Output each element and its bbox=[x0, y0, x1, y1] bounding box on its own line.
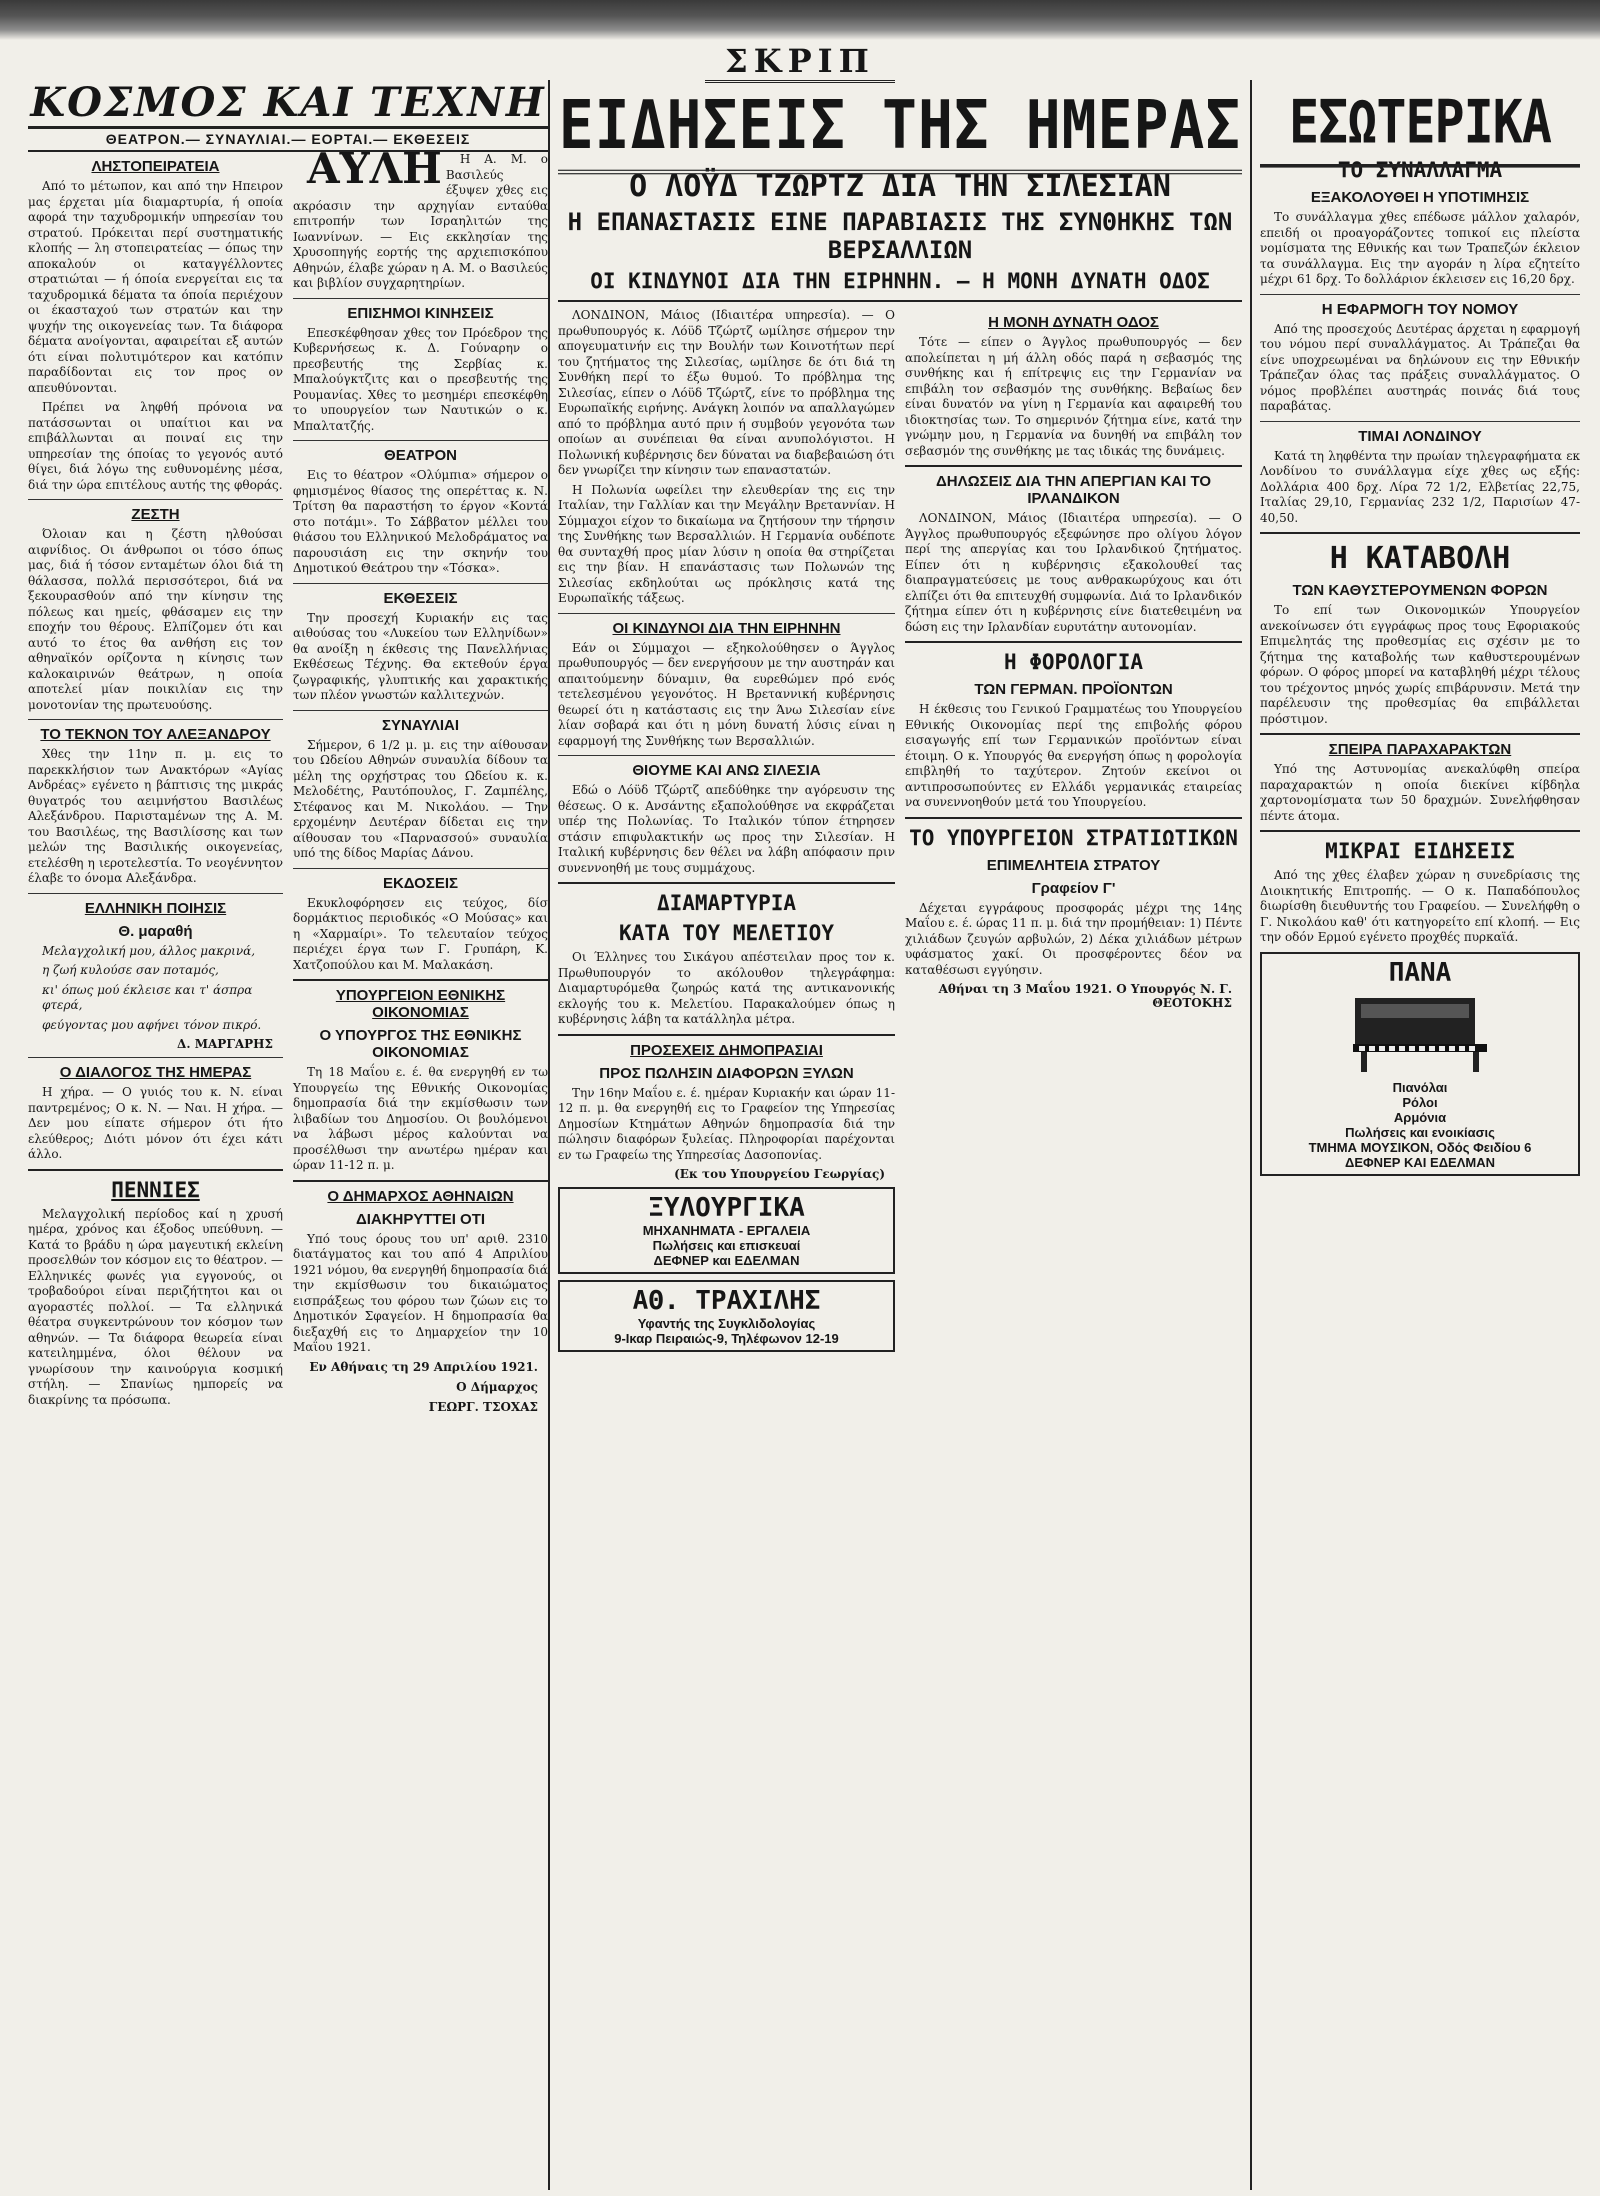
ad-woodworking-text: Πωλήσεις και επισκευαί bbox=[652, 1238, 801, 1253]
divider bbox=[293, 710, 548, 711]
ad-pianos bbox=[1260, 952, 1580, 1176]
column-world-and-art bbox=[28, 80, 548, 2190]
notice-role-mayor: Ο Δήμαρχος bbox=[456, 1379, 538, 1394]
article-title-exhibitions: ΕΚΘΕΣΕΙΣ bbox=[383, 589, 458, 607]
divider bbox=[558, 613, 895, 614]
article-text-dialogue: Η χήρα. — Ο γυιός του κ. Ν. είναι παντρεμένος; Ο κ. Ν. — Ναι. Η χήρα. — Δεν μου είπατε σήμερον ότι ήτο ελεύθερος; Διότι μόνον ότι έχει κάτι άλλο. bbox=[28, 1085, 283, 1161]
poem-line: φεύγοντας μου αφήνει τόνον πικρό. bbox=[42, 1017, 262, 1032]
article-title-official-moves: ΕΠΙΣΗΜΟΙ ΚΙΝΗΣΕΙΣ bbox=[347, 304, 494, 322]
divider bbox=[293, 440, 548, 441]
notice-title-protest: ΔΙΑΜΑΡΤΥΡΙΑ bbox=[656, 891, 797, 915]
divider bbox=[1260, 532, 1580, 534]
headline-revolution: Η ΕΠΑΝΑΣΤΑΣΙΣ ΕΙΝΕ ΠΑΡΑΒΙΑΣΙΣ ΤΗΣ ΣΥΝΘΗΚΗΣ ΤΩΝ ΒΕΡΣΑΛΛΙΩΝ bbox=[567, 208, 1233, 264]
page-top-edge bbox=[0, 0, 1600, 40]
divider bbox=[558, 300, 1242, 302]
article-text-counterfeiters: Υπό της Αστυνομίας ανεκαλύφθη σπείρα παραχαρακτών η οποία διεκίνει κίβδηλα χαρτονομίσματα των 50 δραχμών. Συνελήφθησαν πέντε άτομα. bbox=[1260, 762, 1580, 823]
ad-pianos-line-4: Πωλήσεις και ενοικίασις bbox=[1345, 1124, 1495, 1140]
article-title-theatre: ΘΕΑΤΡΟΝ bbox=[384, 447, 457, 464]
article-text-court: ΑΥΛΗ Η Α. Μ. ο Βασιλεύς έξυψεν χθες εις ακρόασιν την αρχηγίαν ενταύθα επιτροπήν των Ισραηλιτών της Ιωαννίνων. — Εις εκκλησίαν της Χρυσοπηγής εορτής της αρχιεπισκόπου Αθηνών, έλαβε χώραν η Α. Μ. ο Βασιλεύς και βιβλίον συγχαρητηρίων. bbox=[293, 144, 548, 290]
article-title-upper-silesia: ΘΙΟΥΜΕ ΚΑΙ ΑΝΩ ΣΙΛΕΣΙΑ bbox=[632, 762, 821, 779]
headline-lloyd-george: Ο ΛΟΫΔ ΤΖΩΡΤΖ ΔΙΑ ΤΗΝ ΣΙΛΕΣΙΑΝ bbox=[629, 169, 1171, 204]
divider bbox=[558, 1034, 895, 1036]
poem-signature: Δ. ΜΑΡΓΑΡΗΣ bbox=[177, 1037, 273, 1051]
column-domestic bbox=[1252, 80, 1580, 2190]
poem-line: κι' όπως μού έκλεισε και τ' άσπρα φτερά, bbox=[42, 982, 253, 1012]
article-title-dialogue: Ο ΔΙΑΛΟΓΟΣ ΤΗΣ ΗΜΕΡΑΣ bbox=[59, 1064, 252, 1081]
ad-pianos-title: ΠΑΝΑ bbox=[1388, 957, 1452, 988]
divider bbox=[558, 755, 895, 756]
article-subtitle-exchange: ΕΞΑΚΟΛΟΥΘΕΙ Η ΥΠΟΤΙΜΗΣΙΣ bbox=[1310, 189, 1530, 206]
divider bbox=[1260, 294, 1580, 295]
world-art-right-column bbox=[293, 144, 548, 1420]
notice-subtitle-ministry-economy: Ο ΥΠΟΥΡΓΟΣ ΤΗΣ ΕΘΝΙΚΗΣ ΟΙΚΟΝΟΜΙΑΣ bbox=[319, 1027, 522, 1061]
article-title-only-way: Η ΜΟΝΗ ΔΥΝΑΤΗ ΟΔΟΣ bbox=[988, 314, 1159, 331]
article-text-piracy-1: Από το μέτωπον, και από την Ηπειρον μας έρχεται μία διαμαρτυρία, ή οποία αφορά την ταχυδρομικήν υπηρεσίαν του στρατού. Πρόκειται περί συστηματικής κλοπής — λη στοπειρατείας — όπως την αποκαλούν οι καταγγέλλοντες στρατιώται — ή όποία ενεργείται εις τα ταχυδρομικά δέματα τα όποία περιέχουν οι έκασταχού των στρατών και την ψυχήν της οικογενείας των. Τα διάφορα δέματα ανοίγονται, αφαιρείται εξ αυτών ότι είναι πολυτιμότερον και κατόπιν παραδίδονται εις τον προς ον απευθύνονται. bbox=[28, 179, 283, 395]
article-title-pennies: ΠΕΝΝΙΕΣ bbox=[111, 1177, 200, 1202]
notice-title-ministry-economy: ΥΠΟΥΡΓΕΙΟΝ ΕΘΝΙΚΗΣ ΟΙΚΟΝΟΜΙΑΣ bbox=[335, 987, 506, 1021]
poem-line: η ζωή κυλούσε σαν ποταμός, bbox=[42, 963, 219, 977]
notice-subtitle-military: ΕΠΙΜΕΛΗΤΕΙΑ ΣΤΡΑΤΟΥ bbox=[986, 856, 1161, 874]
divider bbox=[293, 868, 548, 869]
article-text-strike: ΛΟΝΔΙΝΟΝ, Μάιος (Ιδιαιτέρα υπηρεσία). — Ο Άγγλος πρωθυπουργός εξεφώνησε προ ολίγου λόγον περί της απεργίας και του Ιρλανδικού ζητήματος. Είπεν ότι η κυβέρνησις εξακολουθεί τας διαπραγματεύσεις με τους ανθρακωρύχους και ότι ελπίζει ότι θα επιτευχθή συμφωνία. Διά το Ιρλανδικόν ζήτημα είπεν ότι η κυβέρνησις είνε διατεθειμένη να δώση εις την Ιρλανδίαν ευρυτάτην αυτονομίαν. bbox=[905, 511, 1242, 634]
article-text-london-prices: Κατά τη ληφθέντα την πρωίαν τηλεγραφήματα εκ Λονδίνου το συνάλλαγμα είχε χθες ως εξής: Δολλάρια 400 δρχ. Λίρα 72 1/2, Ελβετίας 22,75, Ιταλίας 29,10, Γερμανίας 232 1/2, Παρισίων 47-40,50. bbox=[1260, 448, 1580, 525]
article-text-theatre: Εις το θέατρον «Ολύμπια» σήμερον ο φημισμένος θίασος της οπερέττας κ. Ν. Τρίτση θα παραστήση το έργον «Κοντά στο ποτάμι». Το Σάββατον μέλλει του θιάσου του Ελληνικού Μελοδράματος να παρουσιάση εις την σκηνήν του Δημοτικού Θεάτρου την «Τόσκα». bbox=[293, 468, 548, 575]
divider bbox=[293, 979, 548, 981]
article-text-heat: Όλοιαν και η ζέστη ηλθούσαι αιφνίδιος. Οι άνθρωποι οι τόσο όπως μας, διά ή τόσον ενταμέτων όλοι διά τη θάλασσα, πολλά περισσότεροι, διά να ξεκουρασθούν από την κίνησιν της πόλεως και ημείς, φθάσαμεν εις την εποχήν του θέρους. Ελπίζομεν ότι και αυτό το έτος θα ανθήση εις τον αθηναϊκόν ορίζοντα η κίνησις των καλοκαιρινών θεάτρων, η οποία αποτελεί μίαν ποικιλίαν εις την μονοτονίαν της πρωτευούσης. bbox=[28, 527, 283, 712]
notice-signature-mayor: ΓΕΩΡΓ. ΤΣΟΧΑΣ bbox=[428, 1399, 538, 1414]
notice-text-mayor: Υπό τους όρους του υπ' αριθ. 2310 διατάγματος και του από 4 Απριλίου 1921 νόμου, θα ενεργηθή δημοπρασία διά την εκμίσθωσιν του δικαιώματος εισπράξεως του φόρου των ζώων εις το Δημοτικόν Σφαγείον. Η δημοπρασία θα διεξαχθή εις το Δημαρχείον την 10 Μαΐου 1921. bbox=[293, 1231, 548, 1354]
article-title-small-news: ΜΙΚΡΑΙ ΕΙΔΗΣΕΙΣ bbox=[1325, 839, 1515, 863]
piano-icon bbox=[1345, 990, 1495, 1074]
divider bbox=[28, 1169, 283, 1171]
notice-text-military: Δέχεται εγγράφους προσφοράς μέχρι της 14ης Μαΐου ε. έ. ώρας 11 π. μ. διά την προμήθειαν: 1) Πέντε χιλιάδων ζευγών αρβυλών, 2) Δέκα χιλιάδων μέτρων υφάσματος χακί. Οι προσφέροντες δέον να καταθέσωσι εγγύησιν. bbox=[905, 900, 1242, 977]
notice-title-mayor: Ο ΔΗΜΑΡΧΟΣ ΑΘΗΝΑΙΩΝ bbox=[327, 1187, 514, 1205]
notice-subtitle-mayor: ΔΙΑΚΗΡΥΤΤΕΙ ΟΤΙ bbox=[355, 1210, 486, 1228]
section-title-world-art: ΚΟΣΜΟΣ ΚΑΙ ΤΕΧΝΗ bbox=[28, 80, 548, 129]
notice-date-mayor: Εν Αθήναις τη 29 Απριλίου 1921. bbox=[309, 1359, 538, 1374]
article-title-alexander-child: ΤΟ ΤΕΚΝΟΝ ΤΟΥ ΑΛΕΞΑΝΔΡΟΥ bbox=[40, 726, 271, 743]
ad-woodworking-title: ΞΥΛΟΥΡΓΙΚΑ bbox=[648, 1193, 805, 1223]
divider bbox=[558, 882, 895, 884]
article-text-publications: Εκυκλοφόρησεν εις τεύχος, δίσ δορμάκτιος περιοδικός «Ο Μούσας» και η «Χαρμαίρι». Το τελευταίον τεύχος περιέχει έργα των Γ. Γρυπάρη, Κ. Χατζοπούλου και Μ. Μαλακάση. bbox=[293, 895, 548, 972]
notice-subtitle-protest: ΚΑΤΑ ΤΟΥ ΜΕΛΕΤΙΟΥ bbox=[619, 921, 834, 945]
section-title-domestic: ΕΣΩΤΕΡΙΚΑ bbox=[1260, 80, 1580, 168]
article-title-law: Η ΕΦΑΡΜΟΓΗ ΤΟΥ ΝΟΜΟΥ bbox=[1321, 300, 1519, 318]
divider bbox=[1260, 421, 1580, 422]
article-text-alexander-child: Χθες την 11ην π. μ. εις το παρεκκλήσιον των Ανακτόρων «Αγίας Ανδρέας» εγένετο η βάπτισις της μικράς θυγατρός του αειμνήστου Βασιλέως Αλεξάνδρου. Παρισταμένων της Α. Μ. του Βασιλέως, της Βασιλίσσης και των μελών της Βασιλικής οικογενείας, ετελέσθη η ιεροτελεστία. Το νεογέννητον έλαβε το όνομα Αλεξάνδρα. bbox=[28, 747, 283, 885]
notice-title-military: ΤΟ ΥΠΟΥΡΓΕΙΟΝ ΣΤΡΑΤΙΩΤΙΚΩΝ bbox=[909, 825, 1238, 850]
article-title-payment: Η ΚΑΤΑΒΟΛΗ bbox=[1329, 541, 1511, 576]
divider bbox=[1260, 733, 1580, 735]
notice-signature-military: Αθήναι τη 3 Μαΐου 1921. Ο Υπουργός Ν. Γ. ΘΕΟΤΟΚΗΣ bbox=[938, 982, 1232, 1010]
ad-trachilis-title: ΑΘ. ΤΡΑΧΙΛΗΣ bbox=[632, 1286, 821, 1316]
divider bbox=[28, 893, 283, 894]
divider bbox=[293, 583, 548, 584]
article-text-official-moves: Επεσκέφθησαν χθες τον Πρόεδρον της Κυβερνήσεως κ. Δ. Γούναρην ο πρεσβευτής της Σερβίας κ. Μπαλούγκτζιτς και ο πρεσβευτής της Ρουμανίας. Χθες το μεσημέρι επεσκέφθη το υπουργείον των Ναυτικών ο κ. Μπαλτατζής. bbox=[293, 325, 548, 433]
divider bbox=[905, 817, 1242, 819]
divider bbox=[28, 499, 283, 500]
article-title-heat: ΖΕΣΤΗ bbox=[131, 506, 180, 523]
article-title-court: ΑΥΛΗ bbox=[307, 144, 442, 193]
article-subtitle-taxation: ΤΩΝ ΓΕΡΜΑΝ. ΠΡΟΪΟΝΤΩΝ bbox=[974, 681, 1173, 698]
article-title-counterfeiters: ΣΠΕΙΡΑ ΠΑΡΑΧΑΡΑΚΤΩΝ bbox=[1328, 741, 1512, 758]
article-title-london-prices: ΤΙΜΑΙ ΛΟΝΔΙΝΟΥ bbox=[1358, 427, 1482, 445]
notice-text-protest: Οι Έλληνες του Σικάγου απέστειλαν προς τον κ. Πρωθυπουργόν το ακόλουθον τηλεγράφημα: Διαμαρτυρόμεθα ζωηρώς κατά της αντικανονικής εκλογής του κ. Μελετίου. Παρακαλούμεν όπως η κυβέρνησις λάβη τα κατάλληλα μέτρα. bbox=[558, 950, 895, 1026]
article-title-strike: ΔΗΛΩΣΕΙΣ ΔΙΑ ΤΗΝ ΑΠΕΡΓΙΑΝ ΚΑΙ ΤΟ ΙΡΛΑΝΔΙΚΟΝ bbox=[935, 473, 1212, 507]
article-title-concerts: ΣΥΝΑΥΛΙΑΙ bbox=[381, 716, 460, 734]
news-right-column bbox=[905, 308, 1242, 1358]
ad-woodworking bbox=[558, 1187, 895, 1274]
divider bbox=[28, 1057, 283, 1058]
divider bbox=[905, 641, 1242, 643]
ad-pianos-line-1: Πιανόλαι bbox=[1392, 1079, 1448, 1095]
article-text-exchange: Το συνάλλαγμα χθες επέδωσε μάλλον χαλαρόν, επειδή οι προαγοράζοντες τοπικοί εις πλείστα νομίσματα της Εθνικής και των Τραπεζών έκλειον τα συνάλλαγμα. Εις την αγοράν η λίρα εζητείτο μέχρι 61 δρχ. Το δολλάριον έκλεισεν εις 16,20 δρχ. bbox=[1260, 210, 1580, 286]
ad-trachilis-address: 9-Ικαρ Πειραιώς-9, Τηλέφωνον 12-19 bbox=[614, 1331, 839, 1346]
column-news-of-day bbox=[548, 80, 1252, 2190]
newspaper-title: ΣΚΡΙΠ bbox=[705, 42, 895, 83]
ad-pianos-company: ΔΕΦΝΕΡ ΚΑΙ ΕΔΕΛΜΑΝ bbox=[1345, 1154, 1495, 1170]
article-text-exhibitions: Την προσεχή Κυριακήν εις τας αιθούσας του «Λυκείου των Ελληνίδων» θα ανοίξη η έκθεσις της Πανελλήνιας Εκθέσεως Τέχνης. Θα εκτεθούν έργα ζωγραφικής, γλυπτικής και χαρακτικής των πλέον γνωστών καλλιτεχνών. bbox=[293, 610, 548, 702]
notice-text-auctions: Την 16ην Μαΐου ε. έ. ημέραν Κυριακήν και ώραν 11-12 π. μ. θα ενεργηθή εις το Γραφείον της Υπηρεσίας Δημοσίων Κτημάτων Αθηνών δημοπρασία διά την πώλησιν διαφόρων ξυλείας. Πληροφορίαι παρέχονται εν τω Γραφείω της Υπηρεσίας Δασοπονίας. bbox=[558, 1085, 895, 1162]
article-text-upper-silesia: Εδώ ο Λόϋδ Τζώρτζ απεδύθηκε την αγόρευσιν της θέσεως. Ο κ. Ανσάντης εξαπολούθησε να εκφράζεται υπέρ της Πολωνίας. Το Ιταλικόν τύπον έτηρησεν στάσιν επιφυλακτικήν ως προς την Σιλεσίαν. Η Ιταλική κυβέρνησις δεν θέλει να λάβη απόφασιν πριν συνεννοηθή με τους συμμάχους. bbox=[558, 783, 895, 875]
notice-title-auctions: ΠΡΟΣΕΧΕΙΣ ΔΗΜΟΠΡΑΣΙΑΙ bbox=[630, 1041, 823, 1059]
article-text-law: Από της προσεχούς Δευτέρας άρχεται η εφαρμογή του νόμου περί συναλλάγματος. Αι Τράπεζαι θα είνε υποχρεωμέναι να δηλώνουν εις την Εθνικήν Τράπεζαν όλας τας πράξεις συναλλάγματος. Ο νόμος προβλέπει αυστηράς ποινάς διά τους παραβάτας. bbox=[1260, 321, 1580, 413]
headline-dangers: ΟΙ ΚΙΝΔΥΝΟΙ ΔΙΑ ΤΗΝ ΕΙΡΗΝΗΝ. — Η ΜΟΝΗ ΔΥΝΑΤΗ ΟΔΟΣ bbox=[590, 269, 1210, 293]
ad-pianos-line-3: Αρμόνια bbox=[1393, 1109, 1447, 1125]
notice-source-auctions: (Εκ του Υπουργείου Γεωργίας) bbox=[674, 1167, 885, 1181]
newspaper-masthead bbox=[0, 40, 1600, 80]
article-title-publications: ΕΚΔΟΣΕΙΣ bbox=[382, 874, 459, 892]
divider bbox=[28, 719, 283, 720]
article-text-piracy-2: Πρέπει να ληφθή πρόνοια να πατάσσωνται οι υπαίτιοι και να επιβάλλωνται αι ποιναί εις την υπηρεσίαν της όποίας το γεγονός αυτό θίγει, διά λόγω της ευθυνομένης μέσα, διά την ώρα επιτέλους αυτής της φθοράς. bbox=[28, 400, 283, 492]
article-title-taxation: Η ΦΟΡΟΛΟΓΙΑ bbox=[1003, 650, 1144, 674]
poem-title: Θ. μαραθή bbox=[118, 922, 193, 940]
ad-woodworking-company: ΔΕΦΝΕΡ και ΕΔΕΛΜΑΝ bbox=[653, 1253, 800, 1268]
news-left-column bbox=[558, 308, 895, 1358]
article-title-peace-dangers: ΟΙ ΚΙΝΔΥΝΟΙ ΔΙΑ ΤΗΝ ΕΙΡΗΝΗΝ bbox=[612, 619, 841, 637]
divider bbox=[905, 465, 1242, 467]
article-title-poetry: ΕΛΛΗΝΙΚΗ ΠΟΙΗΣΙΣ bbox=[84, 899, 227, 917]
notice-subtitle-auctions: ΠΡΟΣ ΠΩΛΗΣΙΝ ΔΙΑΦΟΡΩΝ ΞΥΛΩΝ bbox=[599, 1064, 854, 1082]
article-text-pennies: Μελαγχολική περίοδος καί η χρυσή ημέρα, χρόνος και έξοδος υπεύθυνη. — Κατά το βράδυ η ώρα μαγευτική εκλείνη προσελθών τον κόσμον εις το θέατρον. — Ελληνικές φωνές για εγγονούς, οι τροβαδούροι είναι περιζήτητοι και οι αγοραστές πολλοί. — Τα ελληνικά θέατρα συγκεντρώνουν τον κόσμον των αθηνών. — Τα διάφορα θεωρεία είναι κατειλημμένα, όλοι θέλουν να γνωρίσουν την καινούργια κοσμική στήλη. — Σπανίως ημπορείς να διακρίνης τα πρόσωπα. bbox=[28, 1206, 283, 1407]
article-text-concerts: Σήμερον, 6 1/2 μ. μ. εις την αίθουσαν του Ωδείου Αθηνών συναυλία δίδουν τα μέλη της ορχήστρας του Ωδείου κ. κ. Μελοδέτης, Ραυτόπουλος, Γ. Ζαμπέλης, Στέφανος και Μ. Νικολάου. — Την ερχομένην Δευτέραν δίδεται εις την αίθουσαν του «Παρνασσού» συναυλία υπό της δίδος Μαρίας Δάνου. bbox=[293, 737, 548, 860]
ad-woodworking-subtitle: ΜΗΧΑΝΗΜΑΤΑ - ΕΡΓΑΛΕΙΑ bbox=[642, 1223, 811, 1238]
divider bbox=[293, 1180, 548, 1182]
article-title-piracy: ΛΗΣΤΟΠΕΙΡΑΤΕΙΑ bbox=[91, 158, 220, 175]
article-text-taxation: Η έκθεσις του Γενικού Γραμματέως του Υπουργείου Εθνικής Οικονομίας περί της επιβολής φόρου εισαγωγής επί των Γερμανικών προϊόντων είναι έτοιμη. Ο κ. Υπουργός θα ενεργήση όπως η φορολογία επιβληθή το ταχύτερον. Ζητούν εκείνοι οι αντιπροσωπούντες εν Ελλάδι γερμανικάς εταιρείας να συνεννοηθούν μετά του Υπουργείου. bbox=[905, 702, 1242, 809]
article-text-peace-dangers: Εάν οι Σύμμαχοι — εξηκολούθησεν ο Άγγλος πρωθυπουργός — δεν ενεργήσουν με την αυστηράν και απαιτούμενην δύναμιν, θα ευρεθώμεν πρό ενός τετελεσμένου γεγονότος. Η Βρεταννική κυβέρνησις θεωρεί ότι η κατάστασις εις την Άνω Σιλεσίαν είνε λίαν σοβαρά και ότι η μόνη δυνατή λύσις είναι η εφαρμογή της Συνθήκης των Βερσαλλιών. bbox=[558, 640, 895, 748]
article-text-payment: Το επί των Οικονομικών Υπουργείον ανεκοίνωσεν ότι εγγράφως προς τους Εφοριακούς Επιμελητάς της προθεσμίας εις σχέσιν με το ζήτημα της καταβολής των καθυστερουμένων φόρων. Ο φόρος μπορεί να καταβληθή μέχρι τέλους του τρέχοντος μηνός χωρίς επιβάρυνσιν. Μετά την παρέλευσιν της προθεσμίας θα επιβάλλεται πρόστιμον. bbox=[1260, 603, 1580, 726]
world-art-left-column bbox=[28, 152, 283, 1420]
article-text-small-news: Από της χθες έλαβεν χώραν η συνεδρίασις της Διοικητικής Επιτροπής. — Ο κ. Παπαδόπουλος διωρίσθη διευθυντής του Γραφείου. — Συνελήφθη ο Γ. Νικολάου καθ' ότι κατηγορείτο επί κλοπή. — Εις την οδόν Ερμού εγένετο προχθές πυρκαϊά. bbox=[1260, 868, 1580, 944]
ad-pianos-department: ΤΜΗΜΑ ΜΟΥΣΙΚΟΝ, Οδός Φειδίου 6 bbox=[1308, 1139, 1532, 1155]
article-text-only-way: Τότε — είπεν ο Άγγλος πρωθυπουργός — δεν απολείπεται η μή άλλη οδός παρά η σεβασμός της συνθήκης και ή επίτρεψις εις την Γερμανίαν να επιβάλη τον σεβασμόν της συνθήκης. Βεβαίως δεν είναι δυνατόν να γίνη η Γερμανία και αφαιρεθή του ιδιοκτησίας των. Το σημερινόν ζήτημα είνε, κατά την γνώμην μου, η Γερμανία να δυνηθή να επιβάλη τον σεβασμόν της συνθήκης με τας ιδικάς της δυνάμεις. bbox=[905, 335, 1242, 458]
ad-trachilis-subtitle: Υφαντής της Συγκλιδολογίας bbox=[637, 1316, 816, 1331]
notice-office-military: Γραφείον Γ' bbox=[1031, 879, 1116, 897]
news-body bbox=[558, 308, 1242, 1358]
article-text-lead: ΛΟΝΔΙΝΟΝ, Μάιος (Ιδιαιτέρα υπηρεσία). — Ο πρωθυπουργός κ. Λόϋδ Τζώρτζ ωμίλησε σήμερον την απογευματινήν εις την Βουλήν των Κοινοτήτων περί του ζητήματος της Σιλεσίας, ωμίλησε δε ότι διά τη Συνθήκη περί το έξω θυμού. Το πρόβλημα της Σιλεσίας, είπεν ο Λόϋδ Τζώρτζ, είνε το πρόβλημα της Ευρωπαϊκής ειρήνης. Ανάγκη λοιπόν να απαλλαγώμεν από το πρόβλημα αυτό πριν ή συμβούν γεγονότα των οποίων αι συνέπειαι θα είναι ανυπολόγιστοι. Η Πολωνική κυβέρνησις δεν δύναται να διαβεβαιώση ότι δεν γνωρίζει την κίνησιν των επαναστατών. bbox=[558, 308, 895, 477]
world-art-body bbox=[28, 144, 548, 1420]
ad-pianos-line-2: Ρόλοι bbox=[1402, 1094, 1438, 1110]
section-subline: ΘΕΑΤΡΟΝ.— ΣΥΝΑΥΛΙΑΙ.— ΕΟΡΤΑΙ.— ΕΚΘΕΣΕΙΣ bbox=[28, 129, 548, 152]
divider bbox=[293, 298, 548, 299]
article-title-exchange: ΤΟ ΣΥΝΑΛΛΑΓΜΑ bbox=[1337, 158, 1503, 182]
article-subtitle-payment: ΤΩΝ ΚΑΘΥΣΤΕΡΟΥΜΕΝΩΝ ΦΟΡΩΝ bbox=[1292, 582, 1548, 599]
notice-text-ministry-economy: Τη 18 Μαΐου ε. έ. θα ενεργηθή εν τω Υπουργείω της Εθνικής Οικονομίας δημοπρασία διά την εκμίσθωσιν των λιβαδίων του Δημοσίου. Οι βουλόμενοι να λάβωσι μέρος καλούνται να προσέλθωσι την ανωτέρω ημέραν και ώραν 11-12 π. μ. bbox=[293, 1065, 548, 1172]
poem-line: Μελαγχολική μου, άλλος μακρινά, bbox=[42, 943, 256, 958]
divider bbox=[1260, 830, 1580, 832]
article-text-lead-2: Η Πολωνία ωφείλει την ελευθερίαν της εις την Ιταλίαν, την Γαλλίαν και την Μεγάλην Βρεταννίαν. Η Σύμμαχοι είχον το δικαίωμα να ζητήσουν την τήρησιν της Συνθήκης των Βερσαλλιών. Η Γερμανία ουδέποτε θα συνταχθή προς μίαν λύσιν η οποία θα στηρίζεται εις την βίαν. Η επανάστασις των Πολωνών της Σιλεσίας εκδηλούται ως πρόκλησις κατά της Ευρωπαϊκής τάξεως. bbox=[558, 482, 895, 605]
ad-trachilis bbox=[558, 1280, 895, 1352]
section-title-news: ΕΙΔΗΣΕΙΣ ΤΗΣ ΗΜΕΡΑΣ bbox=[558, 80, 1242, 174]
